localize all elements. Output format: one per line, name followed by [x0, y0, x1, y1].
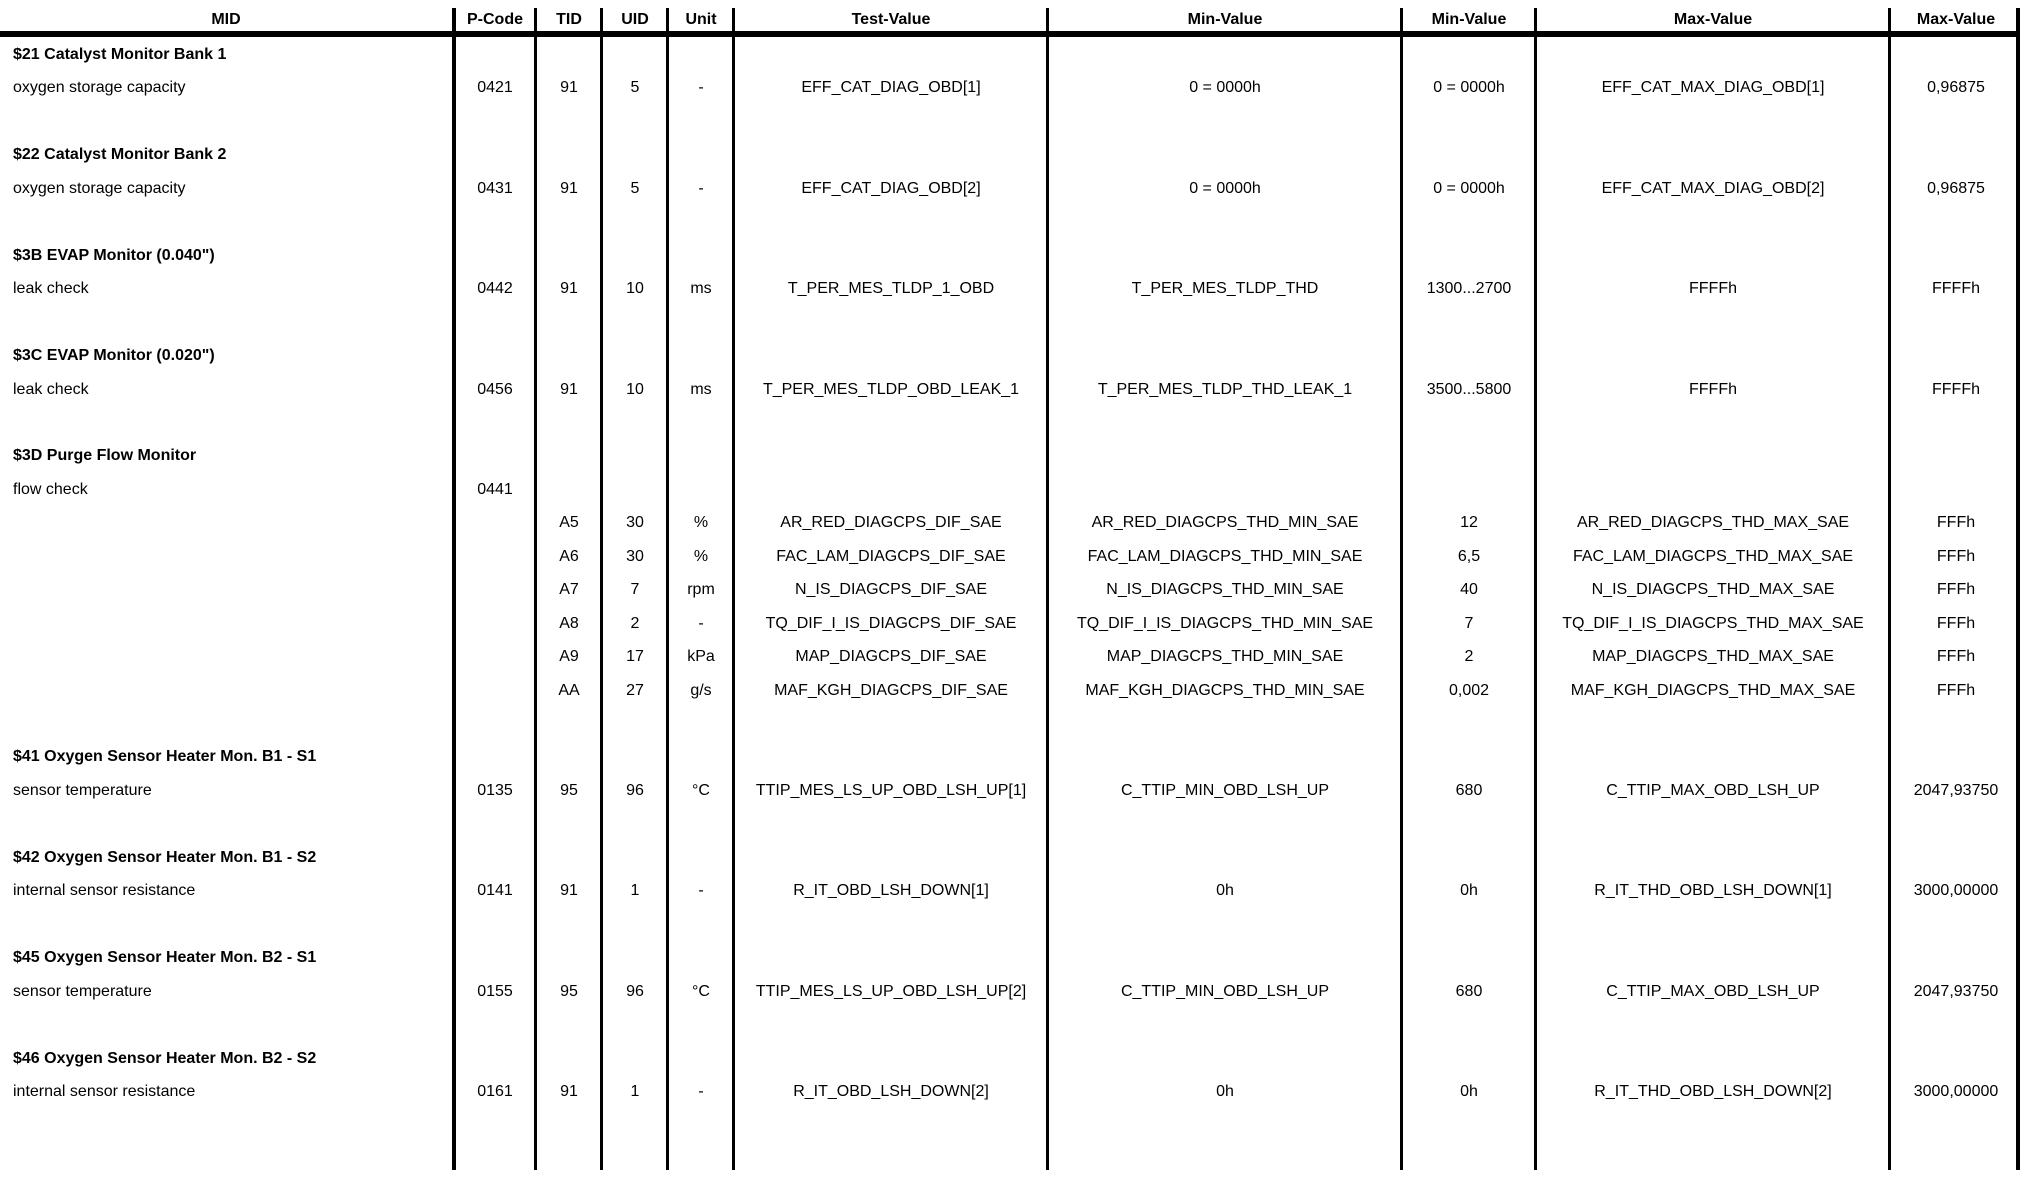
pcode-cell: 0431 — [477, 179, 513, 197]
table-row — [0, 573, 2020, 606]
min-value-cell: 40 — [1460, 581, 1478, 599]
table-row — [0, 607, 2020, 640]
monitor-title: $46 Oxygen Sensor Heater Mon. B2 - S2 — [13, 1049, 317, 1067]
unit-cell: g/s — [690, 681, 712, 699]
max-value-label-cell: EFF_CAT_MAX_DIAG_OBD[1] — [1601, 79, 1825, 97]
max-value-cell: FFFh — [1936, 547, 1976, 565]
tid-cell: 91 — [560, 280, 578, 298]
tid-cell: 91 — [560, 179, 578, 197]
unit-cell: - — [698, 179, 704, 197]
spacer-row — [0, 807, 2020, 840]
header-max-value-label: Max-Value — [1673, 11, 1753, 28]
test-value-cell: MAF_KGH_DIAGCPS_DIF_SAE — [774, 681, 1008, 699]
test-value-cell: R_IT_OBD_LSH_DOWN[1] — [793, 882, 989, 900]
uid-cell: 96 — [626, 781, 644, 799]
uid-cell: 1 — [630, 882, 640, 900]
monitor-title-row — [0, 339, 2020, 372]
header-rule — [0, 31, 2020, 37]
uid-cell: 30 — [626, 514, 644, 532]
unit-cell: - — [698, 614, 704, 632]
max-value-cell: 0,96875 — [1927, 79, 1985, 97]
mid-cell: oxygen storage capacity — [13, 179, 186, 197]
pcode-cell: 0161 — [477, 1082, 513, 1100]
spacer-row — [0, 1008, 2020, 1041]
max-value-label-cell: C_TTIP_MAX_OBD_LSH_UP — [1606, 781, 1820, 799]
min-value-label-cell: 0 = 0000h — [1189, 79, 1261, 97]
unit-cell: % — [693, 514, 709, 532]
table-row — [0, 674, 2020, 707]
unit-cell: kPa — [687, 648, 715, 666]
header-max-value: Max-Value — [1916, 11, 1996, 28]
max-value-label-cell: FFFFh — [1689, 380, 1737, 398]
min-value-label-cell: 0 = 0000h — [1189, 179, 1261, 197]
table-row — [0, 1075, 2020, 1108]
test-value-cell: TTIP_MES_LS_UP_OBD_LSH_UP[1] — [755, 781, 1027, 799]
header-min-value: Min-Value — [1431, 11, 1507, 28]
max-value-cell: FFFh — [1936, 648, 1976, 666]
max-value-label-cell: MAF_KGH_DIAGCPS_THD_MAX_SAE — [1570, 681, 1856, 699]
min-value-label-cell: 0h — [1216, 1082, 1234, 1100]
monitor-title-row — [0, 439, 2020, 472]
pcode-cell: 0141 — [477, 882, 513, 900]
min-value-label-cell: AR_RED_DIAGCPS_THD_MIN_SAE — [1091, 514, 1359, 532]
max-value-cell: 2047,93750 — [1913, 982, 1999, 1000]
monitor-title: $41 Oxygen Sensor Heater Mon. B1 - S1 — [13, 748, 317, 766]
test-value-cell: T_PER_MES_TLDP_1_OBD — [787, 280, 995, 298]
table-row — [0, 506, 2020, 539]
pcode-cell: 0135 — [477, 781, 513, 799]
spacer-row — [0, 205, 2020, 238]
monitor-title-row — [0, 740, 2020, 773]
min-value-cell: 3500...5800 — [1426, 380, 1512, 398]
header-test-value: Test-Value — [851, 11, 931, 28]
min-value-label-cell: N_IS_DIAGCPS_THD_MIN_SAE — [1106, 581, 1344, 599]
monitor-title: $22 Catalyst Monitor Bank 2 — [13, 146, 227, 164]
min-value-cell: 1300...2700 — [1426, 280, 1512, 298]
test-value-cell: EFF_CAT_DIAG_OBD[1] — [801, 79, 981, 97]
min-value-label-cell: C_TTIP_MIN_OBD_LSH_UP — [1120, 982, 1330, 1000]
spacer-row — [0, 908, 2020, 941]
max-value-cell: FFFh — [1936, 514, 1976, 532]
uid-cell: 30 — [626, 547, 644, 565]
table-row — [0, 373, 2020, 406]
table-row — [0, 975, 2020, 1008]
test-value-cell: TTIP_MES_LS_UP_OBD_LSH_UP[2] — [755, 982, 1027, 1000]
max-value-label-cell: FFFFh — [1689, 280, 1737, 298]
header-min-value-label: Min-Value — [1187, 11, 1263, 28]
min-value-cell: 6,5 — [1457, 547, 1481, 565]
table-row — [0, 71, 2020, 104]
header-tid: TID — [556, 11, 582, 28]
min-value-label-cell: C_TTIP_MIN_OBD_LSH_UP — [1120, 781, 1330, 799]
monitor-title-row — [0, 239, 2020, 272]
spacer-row — [0, 306, 2020, 339]
spacer-row — [0, 707, 2020, 740]
mid-cell: leak check — [13, 380, 89, 398]
monitor-title: $3B EVAP Monitor (0.040") — [13, 246, 215, 264]
pcode-cell: 0441 — [477, 480, 513, 498]
uid-cell: 17 — [626, 648, 644, 666]
min-value-cell: 12 — [1460, 514, 1478, 532]
pcode-cell: 0155 — [477, 982, 513, 1000]
max-value-cell: FFFFh — [1932, 380, 1980, 398]
monitor-title-row — [0, 941, 2020, 974]
unit-cell: - — [698, 882, 704, 900]
max-value-label-cell: EFF_CAT_MAX_DIAG_OBD[2] — [1601, 179, 1825, 197]
unit-cell: - — [698, 79, 704, 97]
tid-cell: A7 — [559, 581, 579, 599]
header-pcode: P-Code — [467, 11, 523, 28]
unit-cell: °C — [692, 982, 710, 1000]
tid-cell: 95 — [560, 781, 578, 799]
test-value-cell: EFF_CAT_DIAG_OBD[2] — [801, 179, 981, 197]
unit-cell: ms — [690, 380, 712, 398]
uid-cell: 96 — [626, 982, 644, 1000]
header-uid: UID — [621, 11, 649, 28]
mid-cell: internal sensor resistance — [13, 882, 196, 900]
spacer-row — [0, 406, 2020, 439]
min-value-cell: 0 = 0000h — [1433, 179, 1505, 197]
test-value-cell: AR_RED_DIAGCPS_DIF_SAE — [780, 514, 1002, 532]
uid-cell: 1 — [630, 1082, 640, 1100]
tid-cell: 91 — [560, 79, 578, 97]
max-value-label-cell: C_TTIP_MAX_OBD_LSH_UP — [1606, 982, 1820, 1000]
max-value-label-cell: MAP_DIAGCPS_THD_MAX_SAE — [1592, 648, 1834, 666]
min-value-label-cell: MAF_KGH_DIAGCPS_THD_MIN_SAE — [1085, 681, 1365, 699]
table-row — [0, 774, 2020, 807]
min-value-label-cell: T_PER_MES_TLDP_THD — [1131, 280, 1319, 298]
monitor-title-row — [0, 1042, 2020, 1075]
monitor-title: $21 Catalyst Monitor Bank 1 — [13, 46, 227, 63]
min-value-label-cell: 0h — [1216, 882, 1234, 900]
min-value-cell: 0,002 — [1448, 681, 1490, 699]
min-value-label-cell: T_PER_MES_TLDP_THD_LEAK_1 — [1097, 380, 1353, 398]
unit-cell: ms — [690, 280, 712, 298]
max-value-cell: 3000,00000 — [1913, 882, 1999, 900]
table-row — [0, 272, 2020, 305]
max-value-label-cell: TQ_DIF_I_IS_DIAGCPS_THD_MAX_SAE — [1562, 614, 1864, 632]
max-value-cell: 2047,93750 — [1913, 781, 1999, 799]
unit-cell: - — [698, 1082, 704, 1100]
header-mid: MID — [211, 11, 241, 28]
max-value-label-cell: N_IS_DIAGCPS_THD_MAX_SAE — [1591, 581, 1835, 599]
max-value-label-cell: FAC_LAM_DIAGCPS_THD_MAX_SAE — [1572, 547, 1854, 565]
mid-cell: leak check — [13, 280, 89, 298]
test-value-cell: FAC_LAM_DIAGCPS_DIF_SAE — [776, 547, 1006, 565]
max-value-cell: 3000,00000 — [1913, 1082, 1999, 1100]
table-row — [0, 473, 2020, 506]
table-row — [0, 540, 2020, 573]
test-value-cell: MAP_DIAGCPS_DIF_SAE — [795, 648, 987, 666]
monitor-title: $45 Oxygen Sensor Heater Mon. B2 - S1 — [13, 949, 317, 967]
tid-cell: A5 — [559, 514, 579, 532]
table-row — [0, 640, 2020, 673]
max-value-label-cell: R_IT_THD_OBD_LSH_DOWN[2] — [1594, 1082, 1832, 1100]
max-value-cell: FFFh — [1936, 681, 1976, 699]
uid-cell: 27 — [626, 681, 644, 699]
tid-cell: 91 — [560, 1082, 578, 1100]
pcode-cell: 0421 — [477, 79, 513, 97]
min-value-label-cell: TQ_DIF_I_IS_DIAGCPS_THD_MIN_SAE — [1076, 614, 1374, 632]
min-value-cell: 0 = 0000h — [1433, 79, 1505, 97]
tid-cell: AA — [558, 681, 580, 699]
monitor-title: $3D Purge Flow Monitor — [13, 447, 197, 465]
monitor-title: $3C EVAP Monitor (0.020") — [13, 347, 215, 365]
monitor-title: $42 Oxygen Sensor Heater Mon. B1 - S2 — [13, 848, 317, 866]
tid-cell: 91 — [560, 380, 578, 398]
mid-cell: sensor temperature — [13, 982, 152, 1000]
table-row — [0, 874, 2020, 907]
test-value-cell: R_IT_OBD_LSH_DOWN[2] — [793, 1082, 989, 1100]
min-value-cell: 680 — [1455, 781, 1483, 799]
min-value-cell: 2 — [1464, 648, 1474, 666]
max-value-cell: FFFFh — [1932, 280, 1980, 298]
mid-cell: sensor temperature — [13, 781, 152, 799]
pcode-cell: 0442 — [477, 280, 513, 298]
unit-cell: °C — [692, 781, 710, 799]
header-unit: Unit — [685, 11, 717, 28]
uid-cell: 2 — [630, 614, 640, 632]
test-value-cell: T_PER_MES_TLDP_OBD_LEAK_1 — [762, 380, 1020, 398]
unit-cell: % — [693, 547, 709, 565]
monitor-title-row — [0, 38, 2020, 71]
mid-cell: internal sensor resistance — [13, 1082, 196, 1100]
table-row — [0, 172, 2020, 205]
tid-cell: A6 — [559, 547, 579, 565]
max-value-label-cell: R_IT_THD_OBD_LSH_DOWN[1] — [1594, 882, 1832, 900]
min-value-cell: 0h — [1460, 882, 1478, 900]
max-value-label-cell: AR_RED_DIAGCPS_THD_MAX_SAE — [1576, 514, 1850, 532]
min-value-cell: 680 — [1455, 982, 1483, 1000]
mid-cell: oxygen storage capacity — [13, 79, 186, 97]
min-value-label-cell: MAP_DIAGCPS_THD_MIN_SAE — [1106, 648, 1344, 666]
tid-cell: 91 — [560, 882, 578, 900]
mid-cell: flow check — [13, 480, 88, 498]
tid-cell: A9 — [559, 648, 579, 666]
pcode-cell: 0456 — [477, 380, 513, 398]
unit-cell: rpm — [687, 581, 715, 599]
monitor-title-row — [0, 138, 2020, 171]
min-value-cell: 7 — [1464, 614, 1474, 632]
uid-cell: 5 — [630, 79, 640, 97]
tid-cell: 95 — [560, 982, 578, 1000]
uid-cell: 7 — [630, 581, 640, 599]
uid-cell: 10 — [626, 380, 644, 398]
max-value-cell: 0,96875 — [1927, 179, 1985, 197]
test-value-cell: TQ_DIF_I_IS_DIAGCPS_DIF_SAE — [765, 614, 1017, 632]
test-value-cell: N_IS_DIAGCPS_DIF_SAE — [794, 581, 988, 599]
tid-cell: A8 — [559, 614, 579, 632]
uid-cell: 10 — [626, 280, 644, 298]
spacer-row — [0, 105, 2020, 138]
uid-cell: 5 — [630, 179, 640, 197]
max-value-cell: FFFh — [1936, 581, 1976, 599]
monitor-title-row — [0, 841, 2020, 874]
min-value-cell: 0h — [1460, 1082, 1478, 1100]
max-value-cell: FFFh — [1936, 614, 1976, 632]
min-value-label-cell: FAC_LAM_DIAGCPS_THD_MIN_SAE — [1087, 547, 1363, 565]
